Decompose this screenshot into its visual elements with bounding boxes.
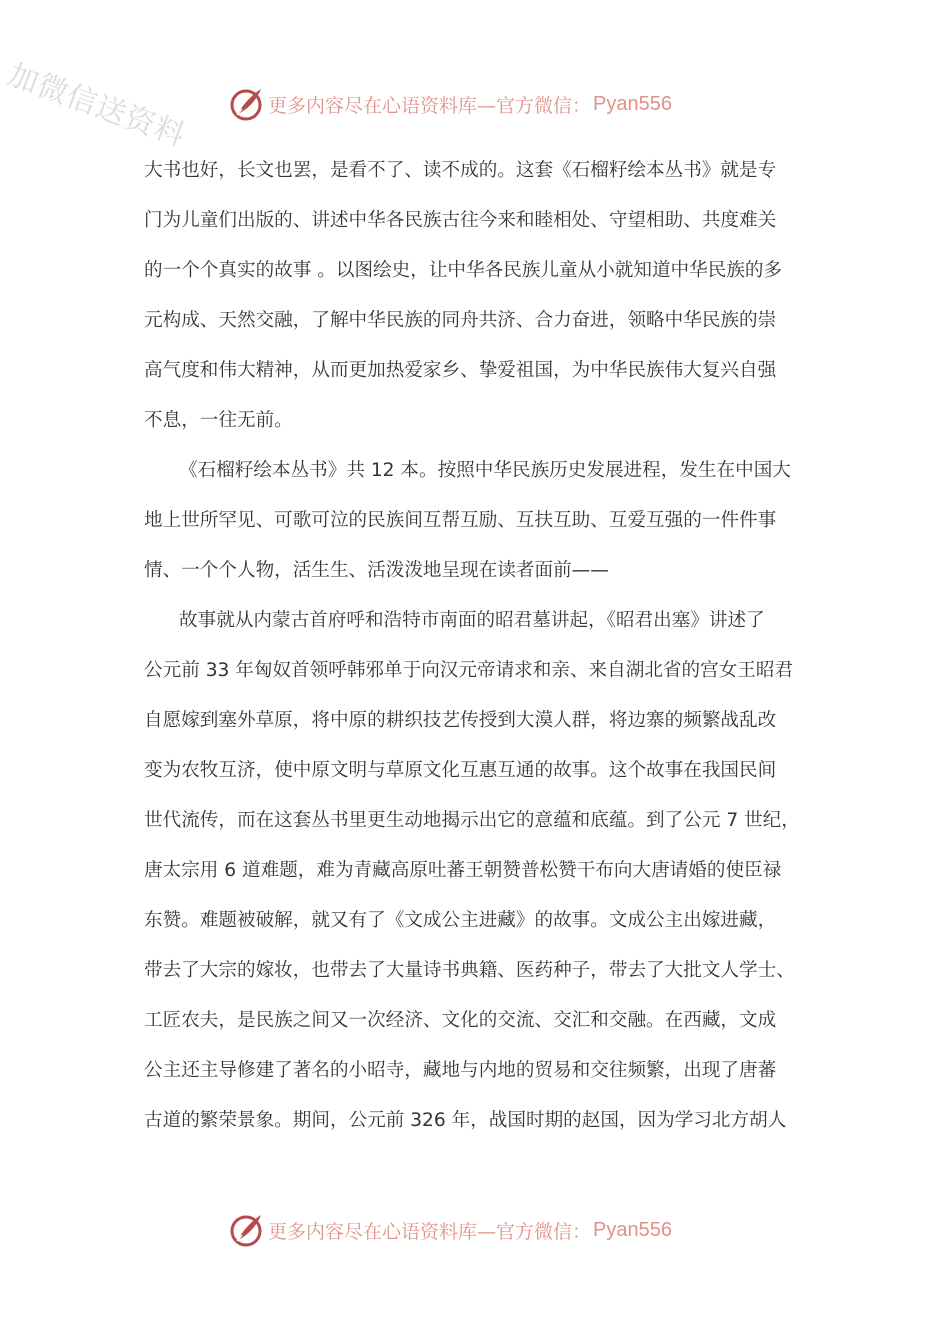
text-line: 唐太宗用 6 道难题，难为青藏高原吐蕃王朝赞普松赞干布向大唐请婚的使臣禄	[144, 860, 782, 881]
text-line: 不息，一往无前。	[144, 410, 293, 431]
text-line: 大书也好，长文也罢，是看不了、读不成的。这套《石榴籽绘本丛书》就是专	[144, 160, 777, 181]
footer-banner	[228, 1210, 672, 1250]
text-line: 自愿嫁到塞外草原，将中原的耕织技艺传授到大漠人群，将边寨的频繁战乱改	[144, 710, 777, 731]
text-line: 工匠农夫，是民族之间又一次经济、文化的交流、交汇和交融。在西藏，文成	[144, 1010, 777, 1031]
text-line: 的一个个真实的故事 。以图绘史，让中华各民族儿童从小就知道中华民族的多	[144, 260, 783, 281]
text-line: 公元前 33 年匈奴首领呼韩邪单于向汉元帝请求和亲、来自湖北省的宫女王昭君	[144, 660, 794, 681]
text-line: 门为儿童们出版的、讲述中华各民族古往今来和睦相处、守望相助、共度难关	[144, 210, 777, 231]
text-line: 世代流传，而在这套丛书里更生动地揭示出它的意蕴和底蕴。到了公元 7 世纪，	[144, 810, 800, 831]
text-line: 变为农牧互济，使中原文明与草原文化互惠互通的故事。这个故事在我国民间	[144, 760, 777, 781]
text-line: 《石榴籽绘本丛书》共 12 本。按照中华民族历史发展进程，发生在中国大	[179, 460, 791, 481]
text-line: 地上世所罕见、可歌可泣的民族间互帮互励、互扶互助、互爱互强的一件件事	[144, 510, 777, 531]
wechat-id: Pyan556	[593, 1218, 672, 1241]
text-line: 公主还主导修建了著名的小昭寺，藏地与内地的贸易和交往频繁，出现了唐蕃	[144, 1060, 777, 1081]
text-line: 高气度和伟大精神，从而更加热爱家乡、挚爱祖国，为中华民族伟大复兴自强	[144, 360, 777, 381]
text-line: 元构成、天然交融，了解中华民族的同舟共济、合力奋进，领略中华民族的崇	[144, 310, 777, 331]
banner-text: 更多内容尽在心语资料库—官方微信：	[268, 94, 592, 117]
article-body	[144, 146, 808, 1146]
text-line: 情、一个个人物，活生生、活泼泼地呈现在读者面前——	[144, 560, 609, 581]
text-line: 古道的繁荣景象。期间，公元前 326 年，战国时期的赵国，因为学习北方胡人	[144, 1110, 787, 1131]
quill-logo-icon	[228, 86, 264, 122]
banner-text: 更多内容尽在心语资料库—官方微信：	[268, 1220, 592, 1243]
text-line: 带去了大宗的嫁妆，也带去了大量诗书典籍、医药种子，带去了大批文人学士、	[144, 960, 795, 981]
wechat-id: Pyan556	[593, 92, 672, 115]
text-line: 故事就从内蒙古首府呼和浩特市南面的昭君墓讲起，《昭君出塞》讲述了	[179, 610, 765, 631]
header-banner	[228, 84, 672, 124]
watermark-text: 加微信送资料	[3, 57, 191, 155]
quill-logo-icon	[228, 1212, 264, 1248]
text-line: 东赞。难题被破解，就又有了《文成公主进藏》的故事。文成公主出嫁进藏，	[144, 910, 777, 931]
